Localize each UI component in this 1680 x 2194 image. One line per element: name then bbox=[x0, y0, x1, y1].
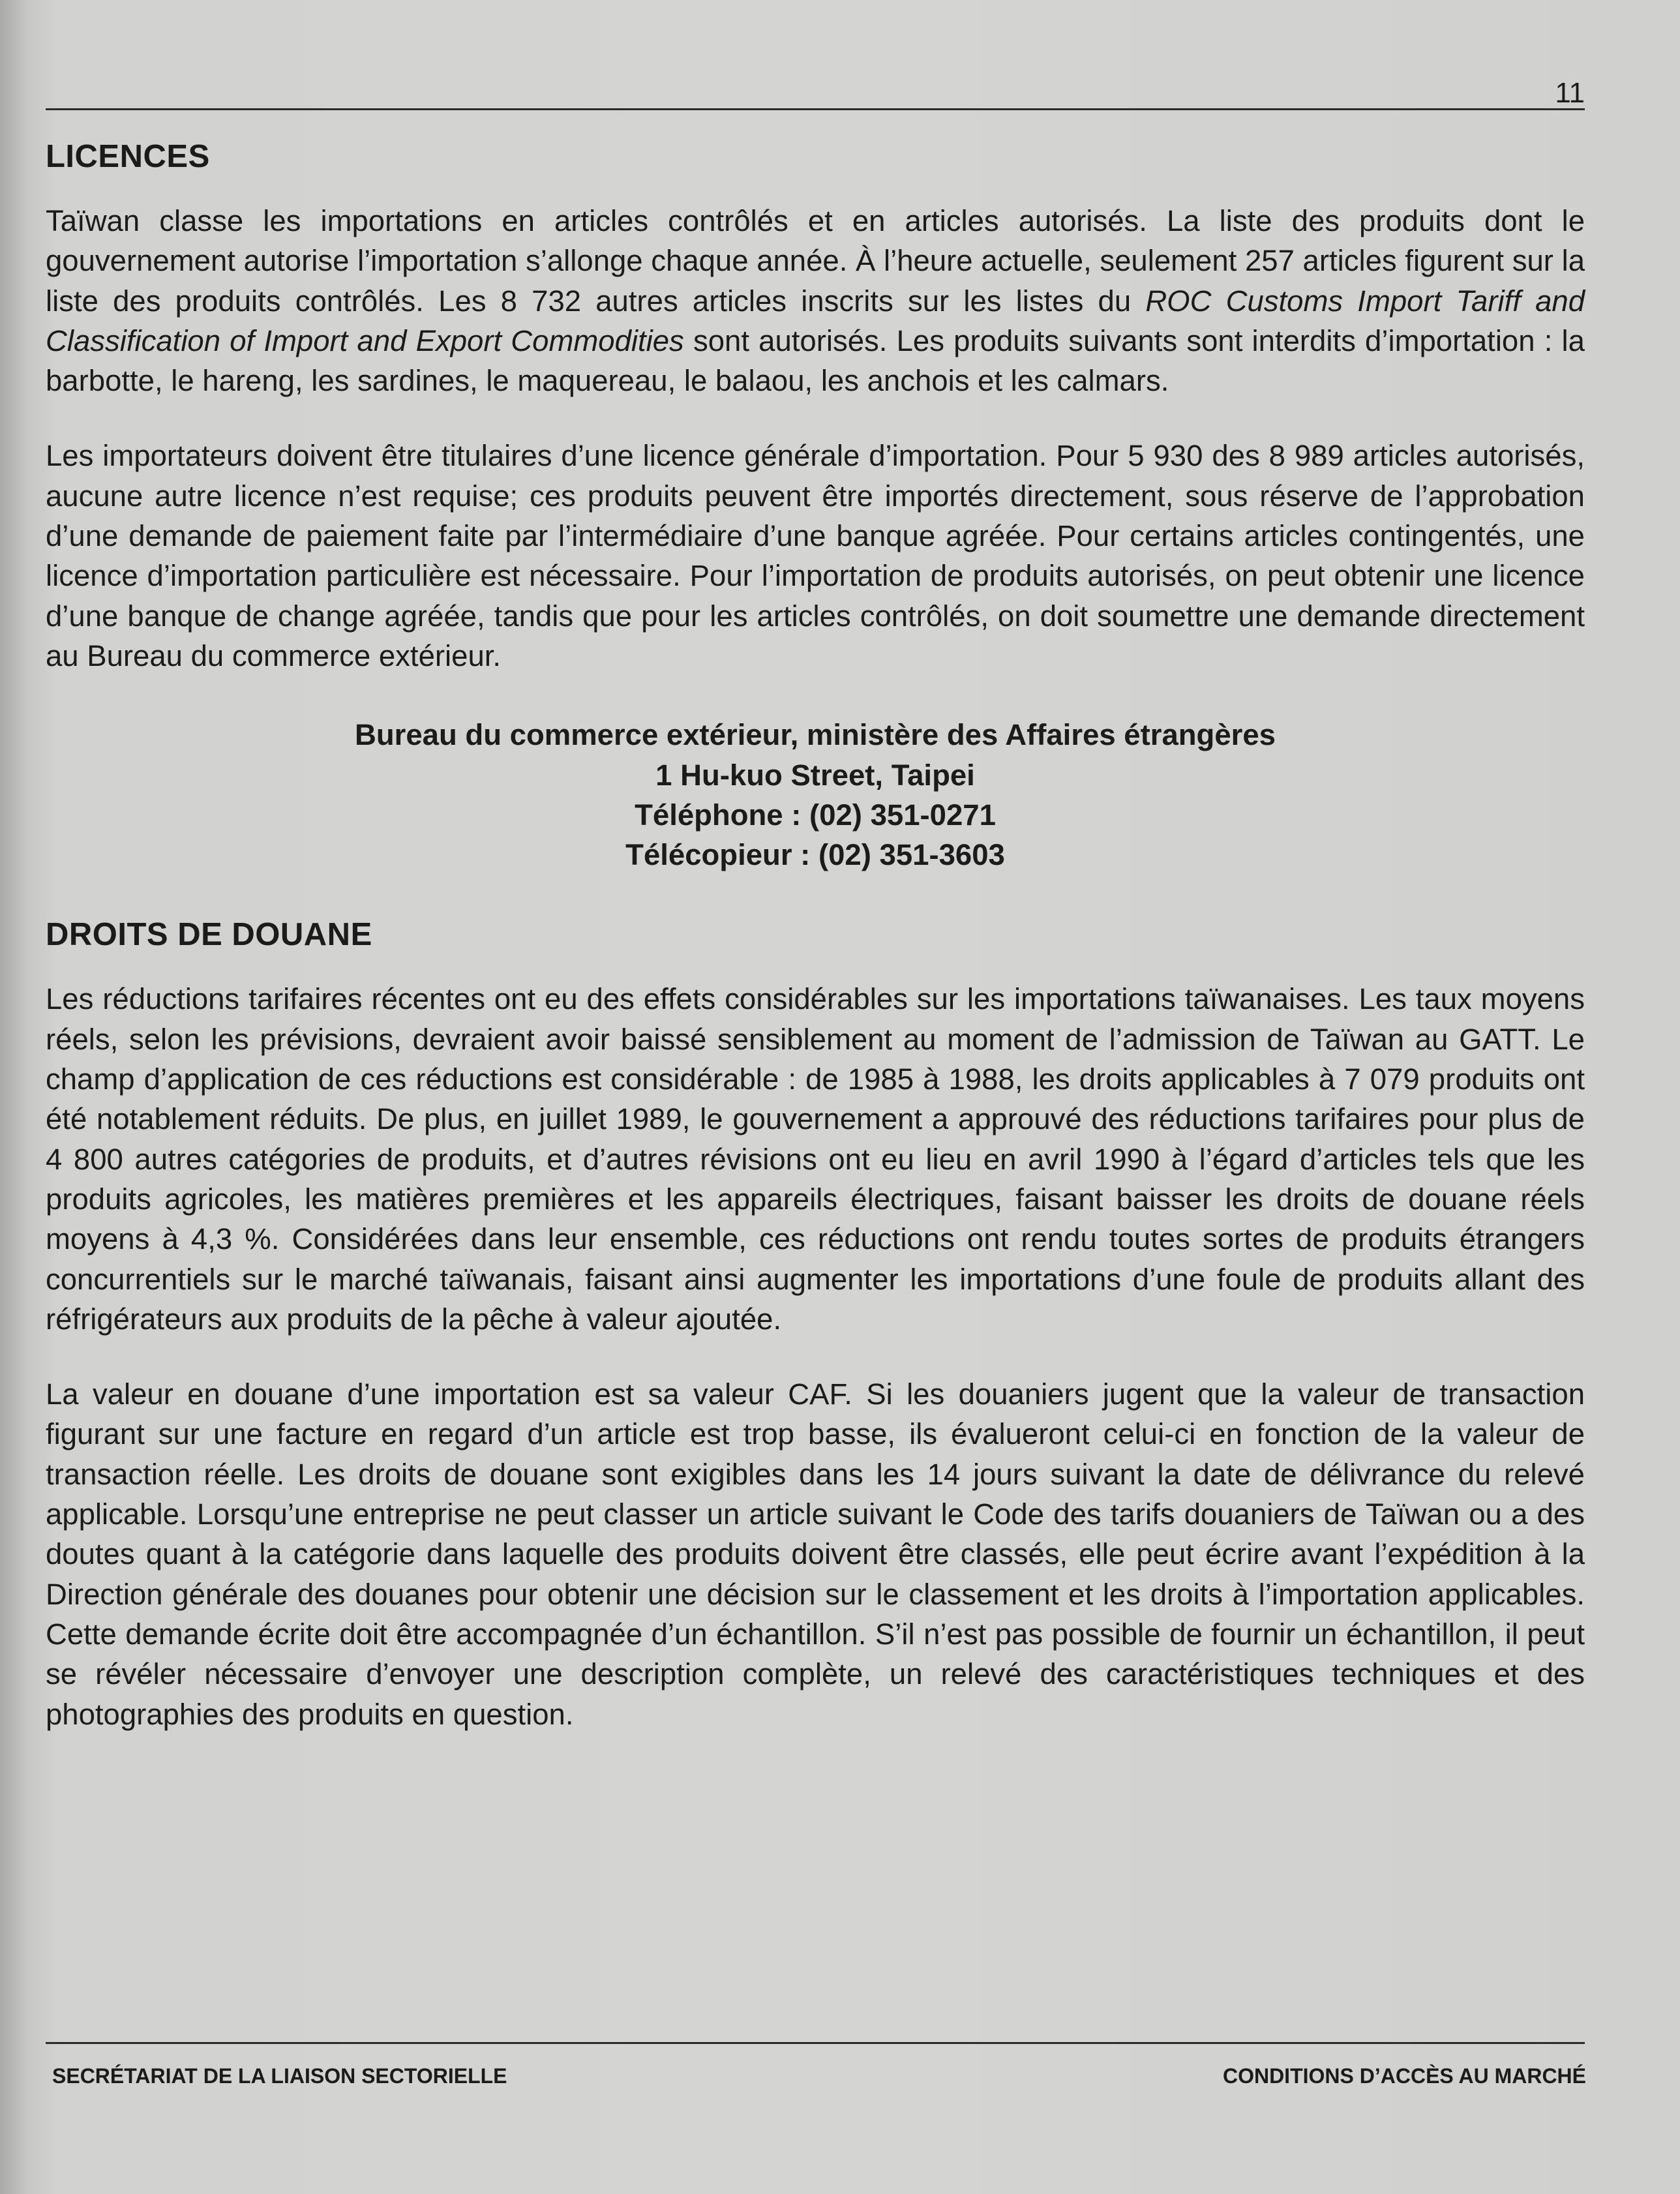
licences-paragraph-1-italic-title: ROC Customs Import Tariff and Classification of Import and Export Commodities bbox=[46, 284, 1585, 357]
address-organization: Bureau du commerce extérieur, ministère des Affaires étrangères bbox=[355, 718, 1276, 752]
footer-right-text: CONDITIONS D’ACCÈS AU MARCHÉ bbox=[1222, 2064, 1586, 2088]
section-heading-licences: LICENCES bbox=[46, 139, 210, 174]
footer-rule bbox=[46, 2042, 1585, 2044]
header-rule bbox=[46, 108, 1585, 110]
address-block bbox=[46, 715, 1585, 875]
address-street: 1 Hu-kuo Street, Taipei bbox=[655, 758, 975, 792]
footer-left-text: SECRÉTARIAT DE LA LIAISON SECTORIELLE bbox=[52, 2064, 507, 2088]
licences-paragraph-1-text-a: Taïwan classe les importations en articles contrôlés et en articles autorisés. La liste des produits dont le gouvernement autorise l’importation s’allonge chaque année. À l’heure actuelle, seulement 257 articles figurent sur la liste des produits contrôlés. Les 8 732 autres articles inscrits sur les listes du bbox=[46, 204, 1585, 318]
page-number: 11 bbox=[1555, 77, 1585, 109]
droits-paragraph-1: Les réductions tarifaires récentes ont eu des effets considérables sur les importations taïwanaises. Les taux moyens réels, selon les prévisions, devraient avoir baissé sensiblement au moment de l’admission de Taïwan au GATT. Le champ d’application de ces réductions est considérable : de 1985 à 1988, les droits applicables à 7 079 produits ont été notablement réduits. De plus, en juillet 1989, le gouvernement a approuvé des réductions tarifaires pour plus de 4 800 autres catégories de produits, et d’autres révisions ont eu lieu en avril 1990 à l’égard d’articles tels que les produits agricoles, les matières premières et les appareils électriques, faisant baisser les droits de douane réels moyens à 4,3 %. Considérées dans leur ensemble, ces réductions ont rendu toutes sortes de produits étrangers concurrentiels sur le marché taïwanais, faisant ainsi augmenter les importations d’une foule de produits allant des réfrigérateurs aux produits de la pêche à valeur ajoutée. bbox=[46, 982, 1585, 1336]
address-fax: Télécopieur : (02) 351-3603 bbox=[625, 838, 1005, 872]
page-content bbox=[46, 136, 1585, 1734]
licences-paragraph-1-text-b: sont autorisés. Les produits suivants sont interdits d’importation : la barbotte, le hareng, les sardines, le maquereau, le balaou, les anchois et les calmars. bbox=[46, 323, 1585, 398]
licences-paragraph-2: Les importateurs doivent être titulaires d’une licence générale d’importation. Pour 5 930 des 8 989 articles autorisés, aucune autre licence n’est requise; ces produits peuvent être importés directement, sous réserve de l’approbation d’une demande de paiement faite par l’intermédiaire d’une banque agréée. Pour certains articles contingentés, une licence d’importation particulière est nécessaire. Pour l’importation de produits autorisés, on peut obtenir une licence d’une banque de change agréée, tandis que pour les articles contrôlés, on doit soumettre une demande directement au Bureau du commerce extérieur. bbox=[46, 439, 1585, 672]
section-heading-droits-de-douane: DROITS DE DOUANE bbox=[46, 917, 372, 953]
licences-paragraph-1 bbox=[46, 201, 1585, 400]
droits-paragraph-2: La valeur en douane d’une importation est sa valeur CAF. Si les douaniers jugent que la valeur de transaction figurant sur une facture en regard d’un article est trop basse, ils évalueront celui-ci en fonction de la valeur de transaction réelle. Les droits de douane sont exigibles dans les 14 jours suivant la date de délivrance du relevé applicable. Lorsqu’une entreprise ne peut classer un article suivant le Code des tarifs douaniers de Taïwan ou a des doutes quant à la catégorie dans laquelle des produits doivent être classés, elle peut écrire avant l’expédition à la Direction générale des douanes pour obtenir une décision sur le classement et les droits à l’importation applicables. Cette demande écrite doit être accompagnée d’un échantillon. S’il n’est pas possible de fournir un échantillon, il peut se révéler nécessaire d’envoyer une description complète, un relevé des caractéristiques techniques et des photographies des produits en question. bbox=[46, 1377, 1585, 1731]
address-telephone: Téléphone : (02) 351-0271 bbox=[635, 798, 996, 832]
